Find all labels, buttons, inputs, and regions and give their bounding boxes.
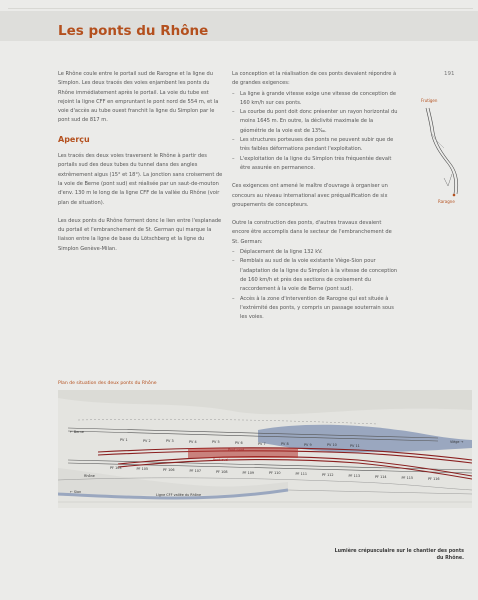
apercu-paragraph-1: Les tracés des deux voies traversent le Rhône à partir des portails sud des deux tubes du tunnel dans des angles extrêmement aigus (15° et 18°). La jonction sans croisement de la voie de Berne (pont sud) est réalisée par un saut-de-mouton d'env. 130 m le long de la ligne CFF de la vallée du Rhône (voir plan de situation). — [58, 153, 223, 206]
pile-label: PF 109 — [242, 470, 255, 475]
label-pont-nord: Pont nord — [228, 448, 245, 452]
pile-label: PV 2 — [143, 438, 151, 443]
pile-label: PV 10 — [327, 443, 337, 448]
works-list — [232, 248, 399, 322]
pile-label: PF 116 — [428, 476, 440, 481]
pile-label: PV 8 — [281, 442, 289, 447]
left-column — [58, 70, 223, 263]
pile-label: PV 5 — [212, 440, 220, 445]
pile-label: PF 113 — [348, 474, 361, 479]
label-berne: ← Berne — [70, 430, 84, 434]
label-viege: Viège → — [450, 440, 464, 444]
list-item: – L'exploitation de la ligne du Simplon très fréquentée devait être assurée en permanence. — [232, 155, 399, 174]
site-plan-drawing — [58, 390, 472, 508]
pile-label: PF 107 — [189, 468, 202, 473]
requirements-intro: La conception et la réalisation de ces ponts devaient répondre à de grandes exigences: — [232, 71, 397, 87]
pile-label: PF 114 — [375, 475, 387, 479]
pile-label: PF 103 — [110, 466, 122, 470]
list-item: – Remblais au sud de la voie existante Viège-Sion pour l'adaptation de la ligne du Simplon à la vitesse de conception de 160 km/h et près des sections de croisement du raccordement à la voie de Berne (pont sud). — [232, 257, 399, 294]
pile-label: PF 108 — [216, 469, 228, 474]
pile-label: PF 115 — [401, 475, 414, 480]
list-item: – Déplacement de la ligne 132 kV. — [232, 248, 399, 257]
label-ligne-cff: Ligne CFF vallée du Rhône — [156, 493, 202, 497]
intro-paragraph: Le Rhône coule entre le portail sud de Rarogne et la ligne du Simplon. Les deux tracés des voies enjambent les ponts du Rhône immédiatement après le portail. La voie du tube est rejoint la ligne CFF en empruntant le pont nord de 554 m, et la voie d'accès au tube ouest franchit la ligne du Simplon par le pont sud de 817 m. — [58, 71, 219, 124]
list-item: – Accès à la zone d'intervention de Rarogne qui est située à l'extrémité des ponts, y compris un passage souterrain sous les voies. — [232, 295, 399, 323]
page-number: 191 — [444, 71, 455, 77]
mini-map-route — [418, 104, 464, 204]
mini-map-label-raragne: Raragne — [438, 199, 455, 204]
middle-column — [232, 70, 399, 331]
site-plan-title: Plan de situation des deux ponts du Rhône — [58, 381, 157, 386]
pile-label: PV 9 — [304, 442, 312, 447]
page-title: Les ponts du Rhône — [58, 23, 209, 39]
list-item: – La courbe du pont doit donc présenter un rayon horizontal du moins 1645 m. En outre, la déclivité maximale de la géométrie de la voie est de 13‰. — [232, 108, 399, 136]
section-heading-apercu: Aperçu — [58, 134, 90, 144]
list-item: – Les structures porteuses des ponts ne peuvent subir que de très faibles déformations pendant l'exploitation. — [232, 136, 399, 155]
apercu-paragraph-2: Les deux ponts du Rhône forment donc le lien entre l'esplanade du portail et l'embranchement de St. German qui marque la liaison entre la ligne de base du Lötschberg et la ligne du Simplon Genève-Milan. — [58, 217, 222, 252]
pile-label: PF 105 — [136, 466, 149, 471]
pile-label: PV 1 — [120, 438, 128, 442]
competition-paragraph: Ces exigences ont amené le maître d'ouvrage à organiser un concours au niveau international avec préqualification de six groupements de concepteurs. — [232, 183, 388, 208]
label-pont-sud: Pont sud — [213, 458, 228, 462]
photo-caption: Lumière crépusculaire sur le chantier des ponts du Rhône. — [334, 549, 464, 562]
pile-label: PV 4 — [189, 439, 197, 444]
requirements-list — [232, 90, 399, 174]
pile-label: PV 7 — [258, 441, 266, 446]
pile-label: PF 112 — [322, 473, 334, 478]
list-item: – La ligne à grande vitesse exige une vitesse de conception de 160 km/h sur ces ponts. — [232, 90, 399, 109]
pile-label: PF 110 — [269, 471, 281, 476]
top-rule — [8, 8, 473, 9]
pile-label: PV 11 — [350, 444, 360, 448]
pile-label: PV 6 — [235, 441, 243, 445]
pile-label: PF 111 — [295, 472, 308, 477]
site-plan-map — [58, 390, 472, 508]
label-sion: ← Sion — [70, 490, 82, 494]
works-intro: Outre la construction des ponts, d'autres travaux devaient encore être accomplis dans le secteur de l'embranchement de St. German: — [232, 220, 392, 245]
overview-mini-map — [418, 98, 464, 206]
label-rhone: Rhône — [84, 474, 95, 478]
pile-label: PF 106 — [163, 467, 175, 472]
pile-label: PV 3 — [166, 439, 174, 444]
mini-map-label-frutigen: Frutigen — [421, 98, 438, 103]
